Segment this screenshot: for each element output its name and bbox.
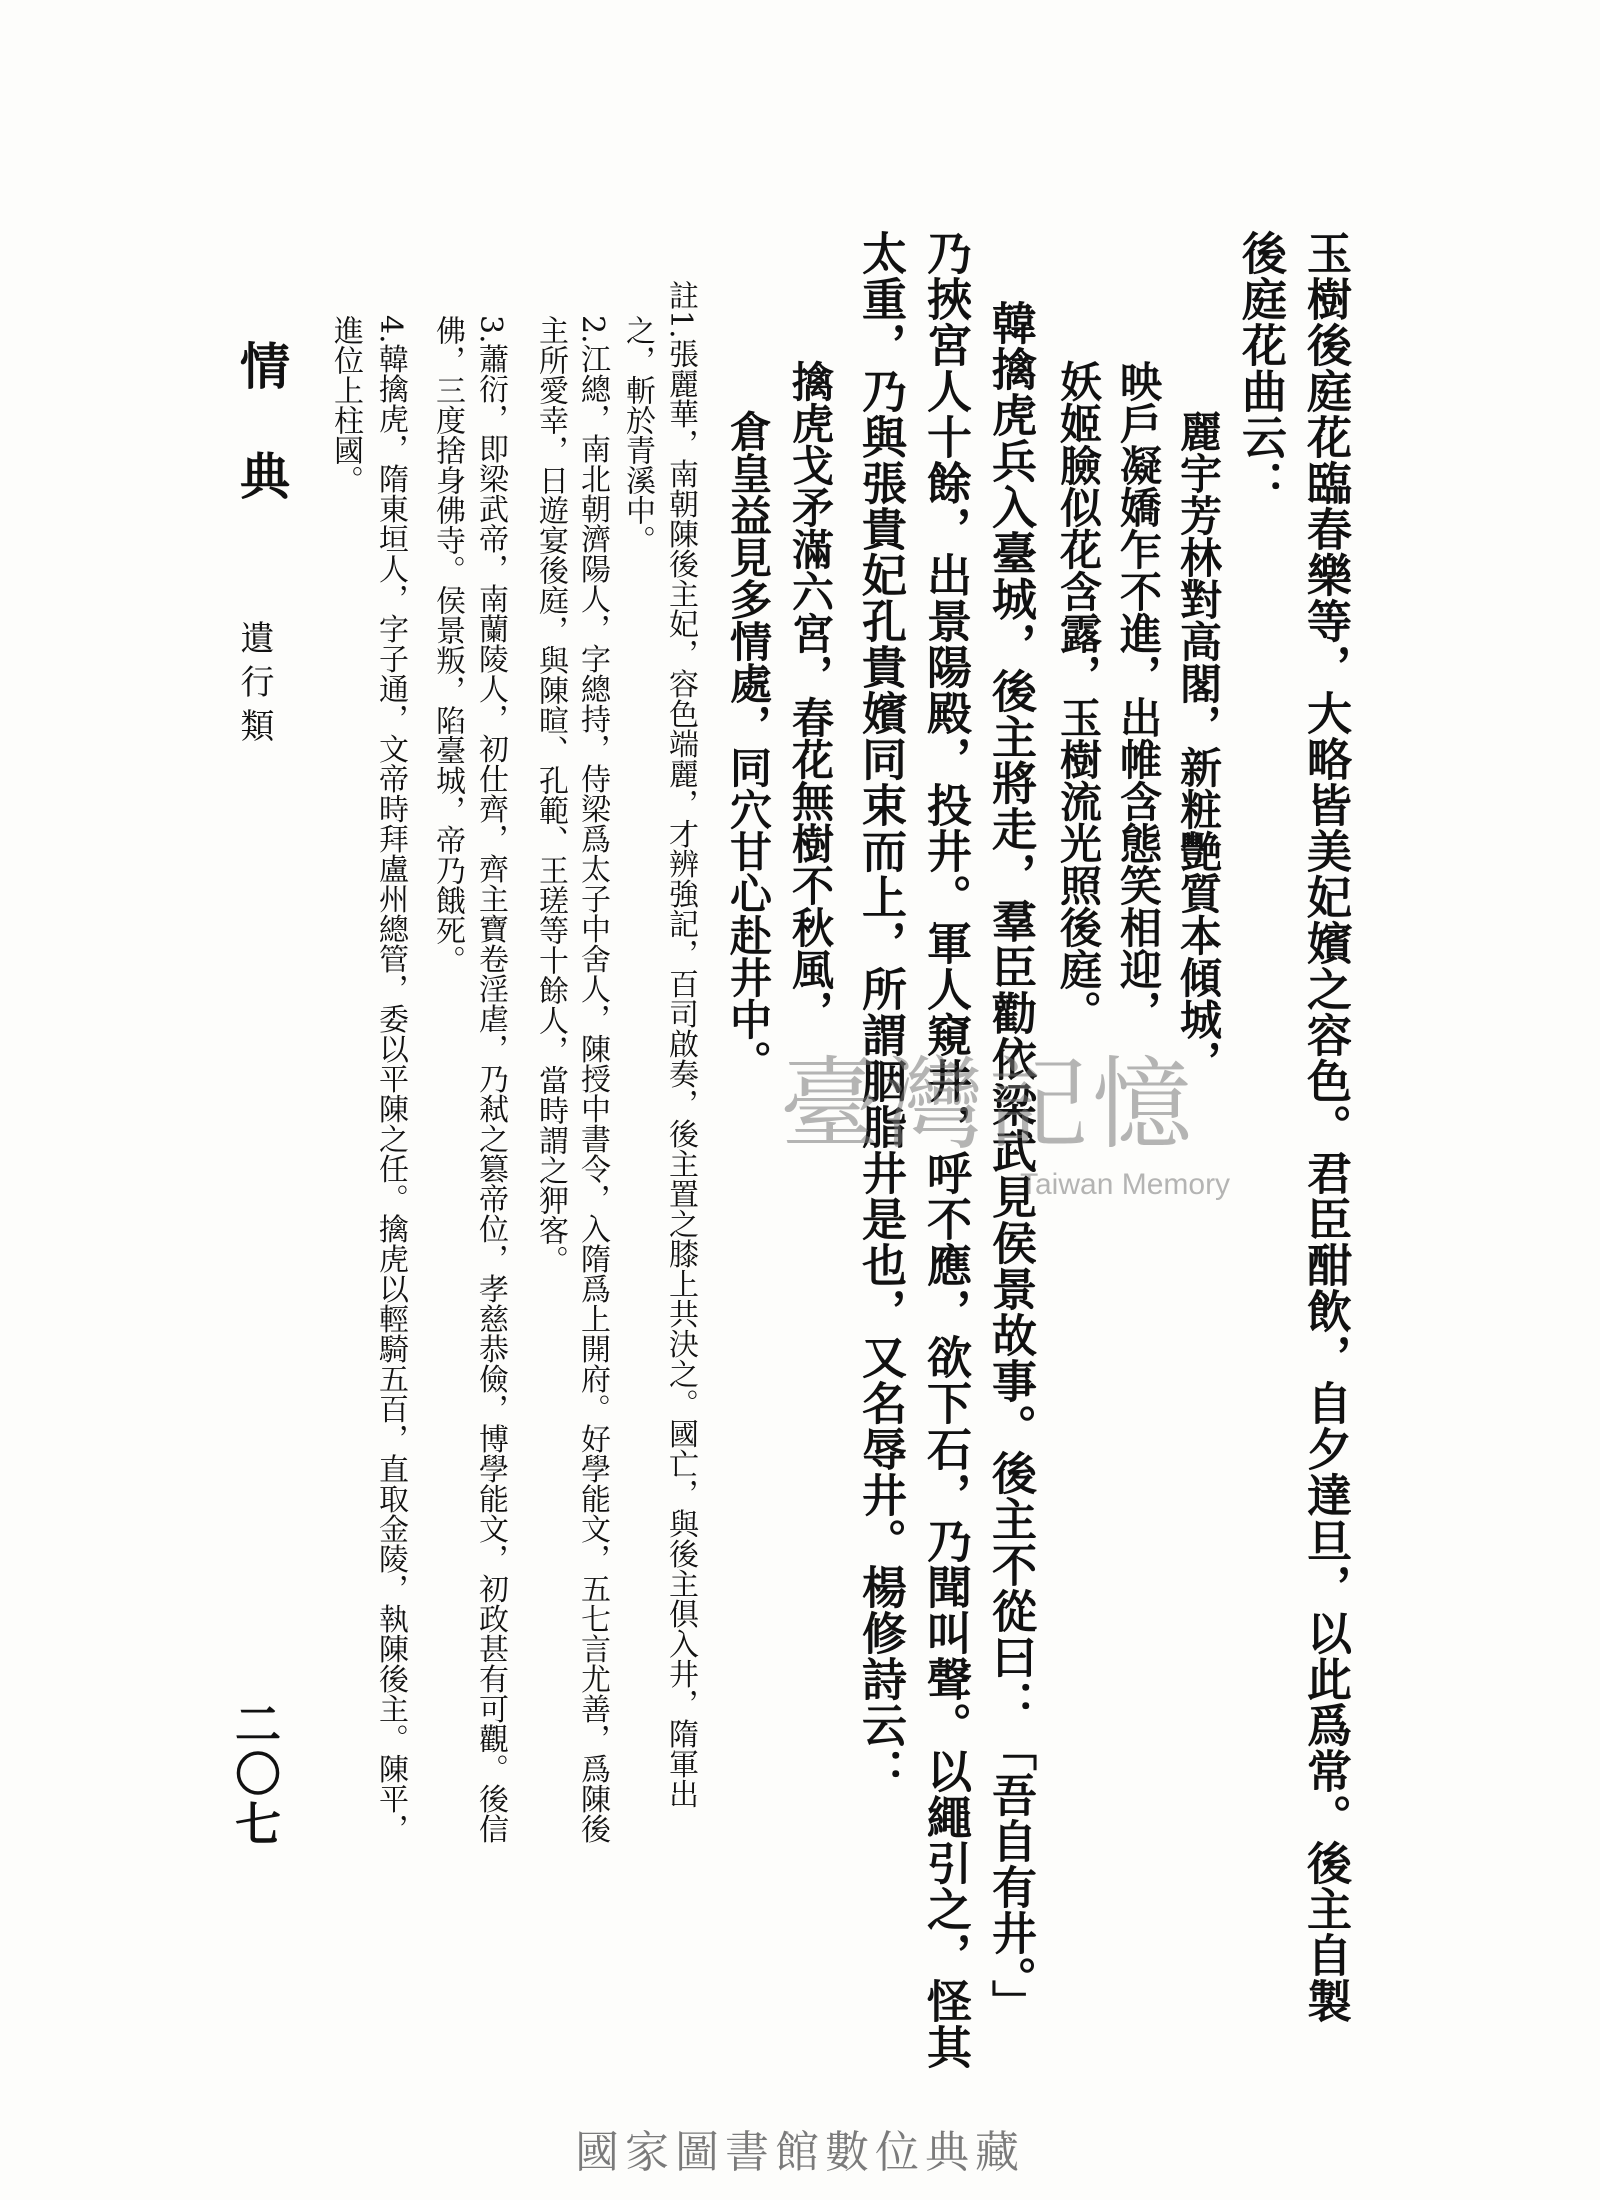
note-1-line-2: 之，斬於青溪中。 xyxy=(620,315,655,555)
main-text-line-6: 韓擒虎兵入臺城，後主將走，羣臣勸依梁武見侯景故事。後主不從曰：「吾自有井。」 xyxy=(984,300,1037,2026)
note-2-line-1: 2.江總，南北朝濟陽人，字總持，侍梁爲太子中舍人，陳授中書令，入隋爲上開府。好學能文，五七言尤善，爲陳後 xyxy=(575,315,610,1844)
chapter-category: 遺行類 xyxy=(234,620,274,752)
poem-line-1: 麗宇芳林對高閣，新粧艷質本傾城， xyxy=(1174,410,1223,1082)
page-number: 二〇七 xyxy=(228,1700,282,1850)
main-text-line-8: 太重，乃與張貴妃孔貴嬪同束而上，所謂胭脂井是也，又名辱井。楊修詩云： xyxy=(854,230,907,1794)
taiwan-memory-watermark xyxy=(780,1046,1300,1220)
poem-line-3: 妖姬臉似花含露，玉樹流光照後庭。 xyxy=(1054,360,1103,1032)
library-collection-label: 國家圖書館數位典藏 xyxy=(575,2128,1025,2177)
watermark-english-text: Taiwan Memory xyxy=(1020,1168,1231,1201)
poem-line-2: 映戶凝嬌乍不進，出帷含態笑相迎， xyxy=(1114,360,1163,1032)
note-3-line-2: 佛，三度捨身佛寺。侯景叛，陷臺城，帝乃餓死。 xyxy=(430,315,465,975)
watermark-logo-text: 臺灣記憶 xyxy=(780,1046,1196,1163)
poem-line-4: 擒虎戈矛滿六宮，春花無樹不秋風， xyxy=(786,360,835,1032)
note-2-line-2: 主所愛幸，日遊宴後庭，與陳暄、孔範、王瑳等十餘人，當時謂之狎客。 xyxy=(533,315,568,1275)
note-4-line-1: 4.韓擒虎，隋東垣人，字子通，文帝時拜盧州總管，委以平陳之任。擒虎以輕騎五百，直取金陵，執陳後主。陳平， xyxy=(373,315,408,1844)
poem-line-5: 倉皇益見多情處，同穴甘心赴井中。 xyxy=(724,410,773,1082)
note-4-line-2: 進位上柱國。 xyxy=(328,315,363,495)
main-text-line-7: 乃挾宮人十餘，出景陽殿，投井。軍人窺井，呼不應，欲下石，乃聞叫聲。以繩引之，怪其 xyxy=(919,230,972,2070)
main-text-line-1: 玉樹後庭花臨春樂等，大略皆美妃嬪之容色。君臣酣飲，自夕達旦，以此爲常。後主自製 xyxy=(1299,230,1352,2024)
note-1-line-1: 註1.張麗華，南朝陳後主妃，容色端麗，才辨強記，百司啟奏，後主置之膝上共決之。國亡，與後主俱入井，隋軍出 xyxy=(663,280,698,1809)
main-text-line-2: 後庭花曲云： xyxy=(1234,230,1287,506)
note-3-line-1: 3.蕭衍，即梁武帝，南蘭陵人，初仕齊，齊主寶卷淫虐，乃弒之篡帝位，孝慈恭儉，博學能文，初政甚有可觀。後信 xyxy=(473,315,508,1844)
book-title: 情典 xyxy=(232,340,291,560)
